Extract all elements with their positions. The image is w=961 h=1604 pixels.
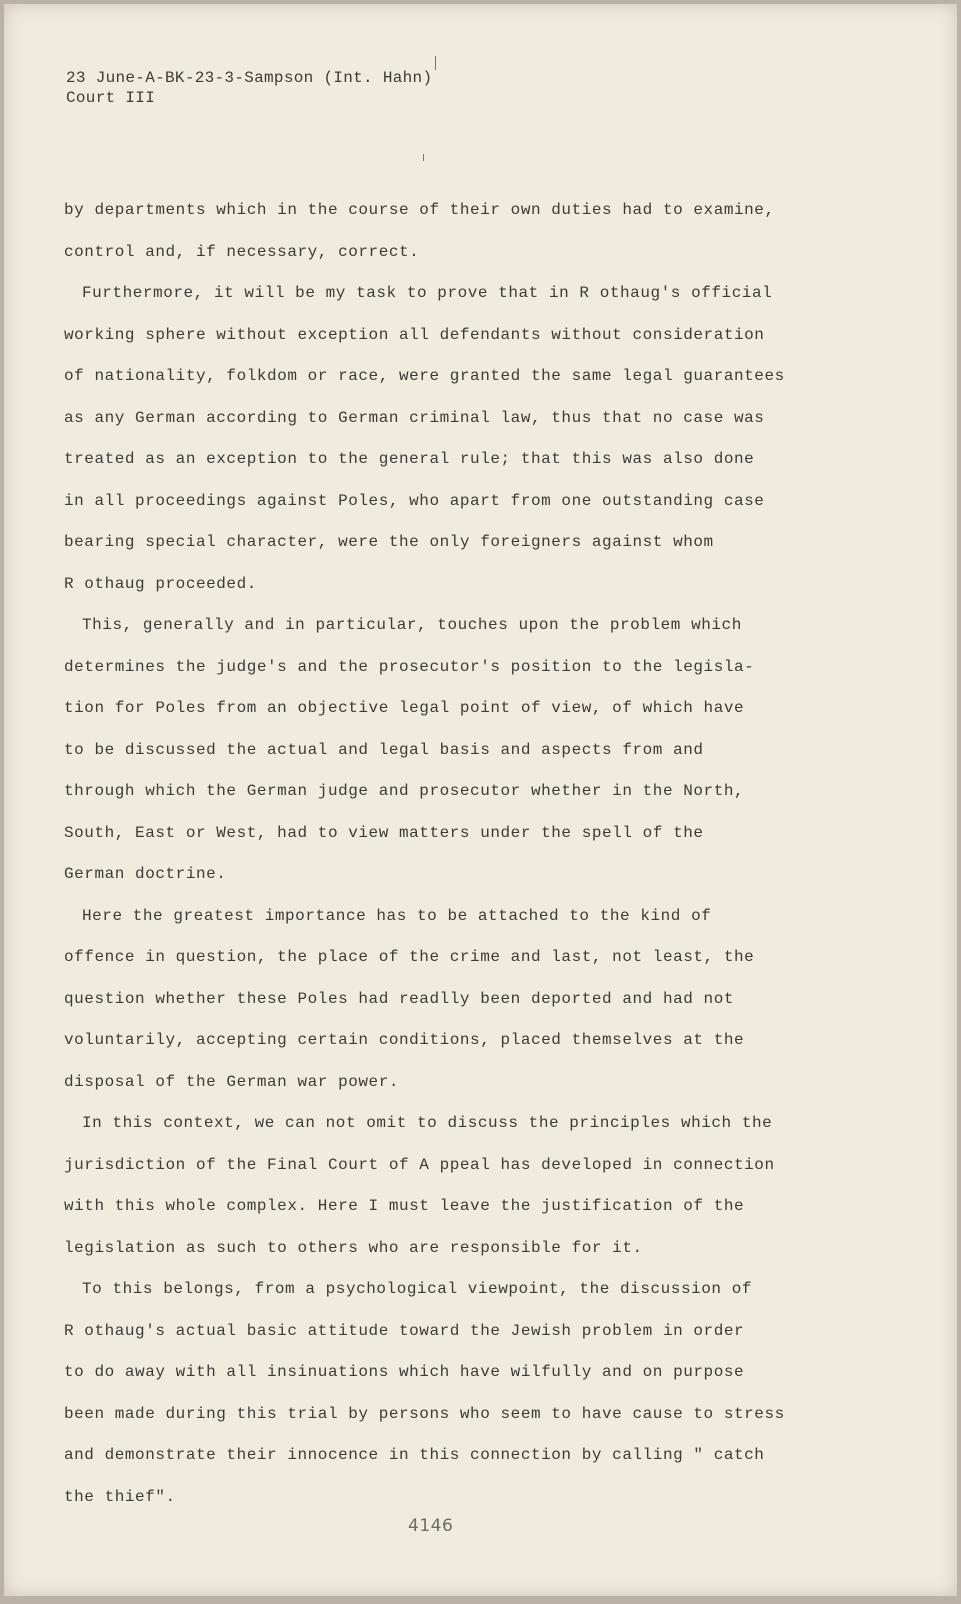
text-line: of nationality, folkdom or race, were granted the same legal guarantees	[64, 367, 785, 385]
text-line: R othaug proceeded.	[64, 574, 257, 593]
text-line: by departments which in the course of their own duties had to examine,	[64, 201, 775, 219]
text-line: determines the judge's and the prosecutor's position to the legisla-	[64, 657, 755, 676]
text-line: to do away with all insinuations which have wilfully and on purpose	[64, 1363, 745, 1381]
text-line: treated as an exception to the general rule; that this was also done	[64, 450, 755, 468]
document-header	[66, 68, 432, 108]
text-line: tion for Poles from an objective legal point of view, of which have	[64, 699, 745, 717]
text-line: offence in question, the place of the crime and last, not least, the	[64, 948, 755, 966]
page-number: 4146	[408, 1516, 454, 1536]
text-line: question whether these Poles had readlly been deported and had not	[64, 989, 735, 1008]
text-line: jurisdiction of the Final Court of A ppeal has developed in connection	[64, 1155, 775, 1174]
text-line: as any German according to German criminal law, thus that no case was	[64, 408, 765, 427]
text-line: with this whole complex. Here I must leave the justification of the	[64, 1197, 745, 1215]
text-line: disposal of the German war power.	[64, 1072, 400, 1091]
text-line: voluntarily, accepting certain conditions, placed themselves at the	[64, 1031, 745, 1049]
text-line: working sphere without exception all defendants without consideration	[64, 325, 765, 344]
document-body	[64, 190, 884, 1518]
paper-mark	[435, 56, 436, 70]
paragraph-start-line: Here the greatest importance has to be attached to the kind of	[82, 906, 712, 925]
paper-mark	[423, 154, 424, 161]
text-line: German doctrine.	[64, 865, 227, 883]
text-line: bearing special character, were the only foreigners against whom	[64, 533, 714, 551]
paragraph-start-line: Furthermore, it will be my task to prove that in R othaug's official	[82, 284, 773, 302]
document-page	[4, 4, 957, 1596]
text-line: been made during this trial by persons who seem to have cause to stress	[64, 1404, 785, 1423]
text-line: to be discussed the actual and legal basis and aspects from and	[64, 740, 704, 759]
paragraph-start-line: To this belongs, from a psychological viewpoint, the discussion of	[82, 1280, 753, 1298]
text-line: through which the German judge and prosecutor whether in the North,	[64, 782, 745, 800]
text-line: legislation as such to others who are responsible for it.	[64, 1238, 643, 1257]
text-line: R othaug's actual basic attitude toward the Jewish problem in order	[64, 1321, 745, 1340]
paragraph-start-line: In this context, we can not omit to discuss the principles which the	[82, 1114, 773, 1132]
text-line: control and, if necessary, correct.	[64, 242, 420, 261]
text-line: and demonstrate their innocence in this connection by calling " catch	[64, 1446, 765, 1464]
paragraph-start-line: This, generally and in particular, touches upon the problem which	[82, 616, 742, 634]
header-court-line: Court III	[66, 89, 156, 107]
text-line: the thief".	[64, 1487, 176, 1506]
text-line: in all proceedings against Poles, who apart from one outstanding case	[64, 491, 765, 510]
header-reference-line: 23 June-A-BK-23-3-Sampson (Int. Hahn)	[66, 69, 433, 87]
text-line: South, East or West, had to view matters under the spell of the	[64, 823, 704, 842]
